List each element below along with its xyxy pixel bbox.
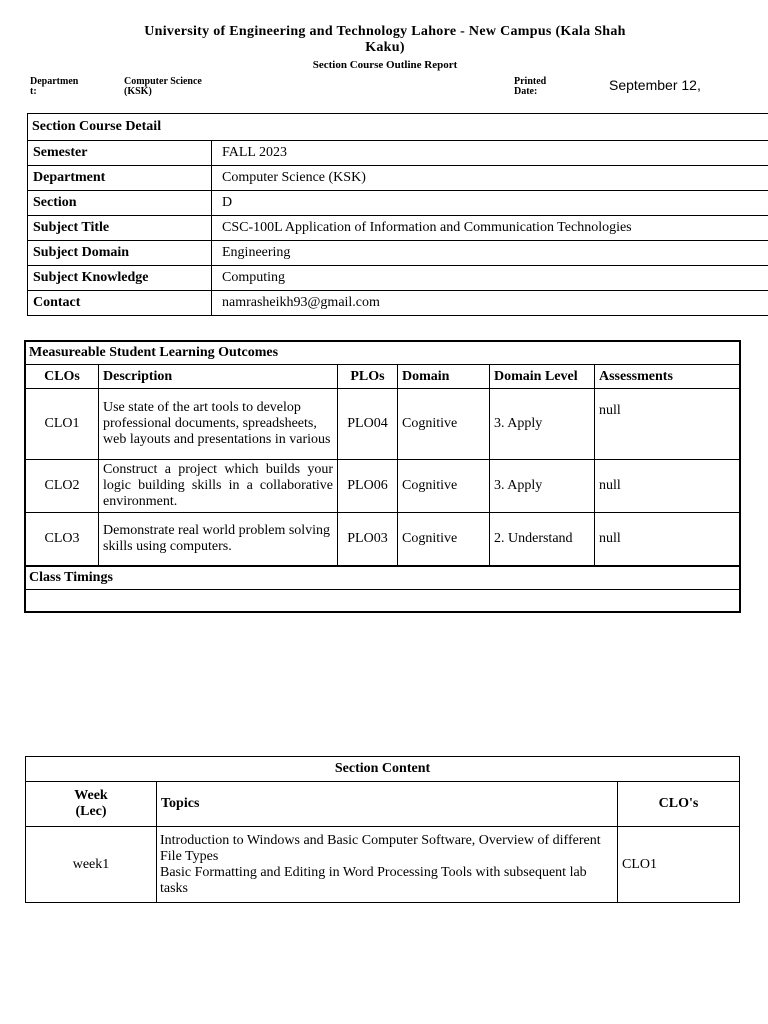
col-domain-level: Domain Level: [490, 365, 595, 389]
col-week: Week (Lec): [26, 782, 157, 827]
class-timings-heading: Class Timings: [26, 566, 741, 590]
printed-date-value: September 12,: [609, 77, 701, 93]
clo3-level: 2. Understand: [490, 513, 595, 566]
course-detail-heading: Section Course Detail: [28, 114, 768, 141]
university-title: [80, 24, 690, 56]
contact-value: namrasheikh93@gmail.com: [212, 291, 768, 316]
col-domain: Domain: [398, 365, 490, 389]
section-value: D: [212, 191, 768, 216]
clo1-id: CLO1: [26, 389, 99, 460]
table-row: [26, 827, 740, 903]
subject-title-label: Subject Title: [28, 216, 212, 241]
clo2-domain: Cognitive: [398, 460, 490, 513]
clo3-id: CLO3: [26, 513, 99, 566]
clo1-domain: Cognitive: [398, 389, 490, 460]
col-clo: CLO's: [618, 782, 740, 827]
department-label: Departmen t:: [30, 76, 79, 97]
subject-knowledge-value: Computing: [212, 266, 768, 291]
clo2-description: Construct a project which builds your logic building skills in a collaborative environment.: [99, 460, 338, 513]
table-row: [28, 166, 768, 191]
clo1-level: 3. Apply: [490, 389, 595, 460]
printed-date-label: Printed Date:: [514, 76, 547, 97]
clo2-level: 3. Apply: [490, 460, 595, 513]
section-content-heading: Section Content: [26, 757, 740, 782]
clo1-plo: PLO04: [338, 389, 398, 460]
department-value: Computer Science (KSK): [124, 76, 202, 97]
university-title-line2: Kaku): [365, 40, 405, 55]
subject-knowledge-label: Subject Knowledge: [28, 266, 212, 291]
clo2-id: CLO2: [26, 460, 99, 513]
col-topics: Topics: [157, 782, 618, 827]
table-row: [26, 460, 741, 513]
col-clos: CLOs: [26, 365, 99, 389]
clo-value: CLO1: [618, 827, 740, 903]
table-row: [26, 513, 741, 566]
col-assessments: Assessments: [595, 365, 741, 389]
table-row: [28, 191, 768, 216]
table-row: [28, 291, 768, 316]
university-title-line1: University of Engineering and Technology Lahore - New Campus (Kala Shah: [144, 24, 626, 39]
section-content-table: [25, 756, 740, 903]
section-label: Section: [28, 191, 212, 216]
clo3-domain: Cognitive: [398, 513, 490, 566]
topic-line-2: Basic Formatting and Editing in Word Processing Tools with subsequent lab tasks: [160, 864, 587, 896]
outcomes-table: [25, 341, 741, 612]
subject-domain-label: Subject Domain: [28, 241, 212, 266]
table-row: [28, 141, 768, 166]
semester-value: FALL 2023: [212, 141, 768, 166]
table-row: [28, 241, 768, 266]
outcomes-heading: Measureable Student Learning Outcomes: [26, 342, 741, 365]
department-row-value: Computer Science (KSK): [212, 166, 768, 191]
clo3-plo: PLO03: [338, 513, 398, 566]
week-value: week1: [26, 827, 157, 903]
subject-domain-value: Engineering: [212, 241, 768, 266]
table-row: [26, 389, 741, 460]
semester-label: Semester: [28, 141, 212, 166]
report-title: Section Course Outline Report: [312, 59, 458, 71]
table-row: [28, 266, 768, 291]
clo1-description: Use state of the art tools to develop professional documents, spreadsheets, web layouts and presentations in various: [99, 389, 338, 460]
topics-value: [157, 827, 618, 903]
topic-line-1: Introduction to Windows and Basic Computer Software, Overview of different File Types: [160, 832, 601, 864]
department-row-label: Department: [28, 166, 212, 191]
clo2-assessment: null: [595, 460, 741, 513]
col-plos: PLOs: [338, 365, 398, 389]
contact-label: Contact: [28, 291, 212, 316]
clo1-assessment: null: [595, 389, 741, 460]
course-detail-table: [27, 113, 768, 316]
clo3-assessment: null: [595, 513, 741, 566]
subject-title-value: CSC-100L Application of Information and Communication Technologies: [212, 216, 768, 241]
table-row: [28, 216, 768, 241]
col-description: Description: [99, 365, 338, 389]
clo3-description: Demonstrate real world problem solving skills using computers.: [99, 513, 338, 566]
class-timings-value: [26, 590, 741, 612]
clo2-plo: PLO06: [338, 460, 398, 513]
